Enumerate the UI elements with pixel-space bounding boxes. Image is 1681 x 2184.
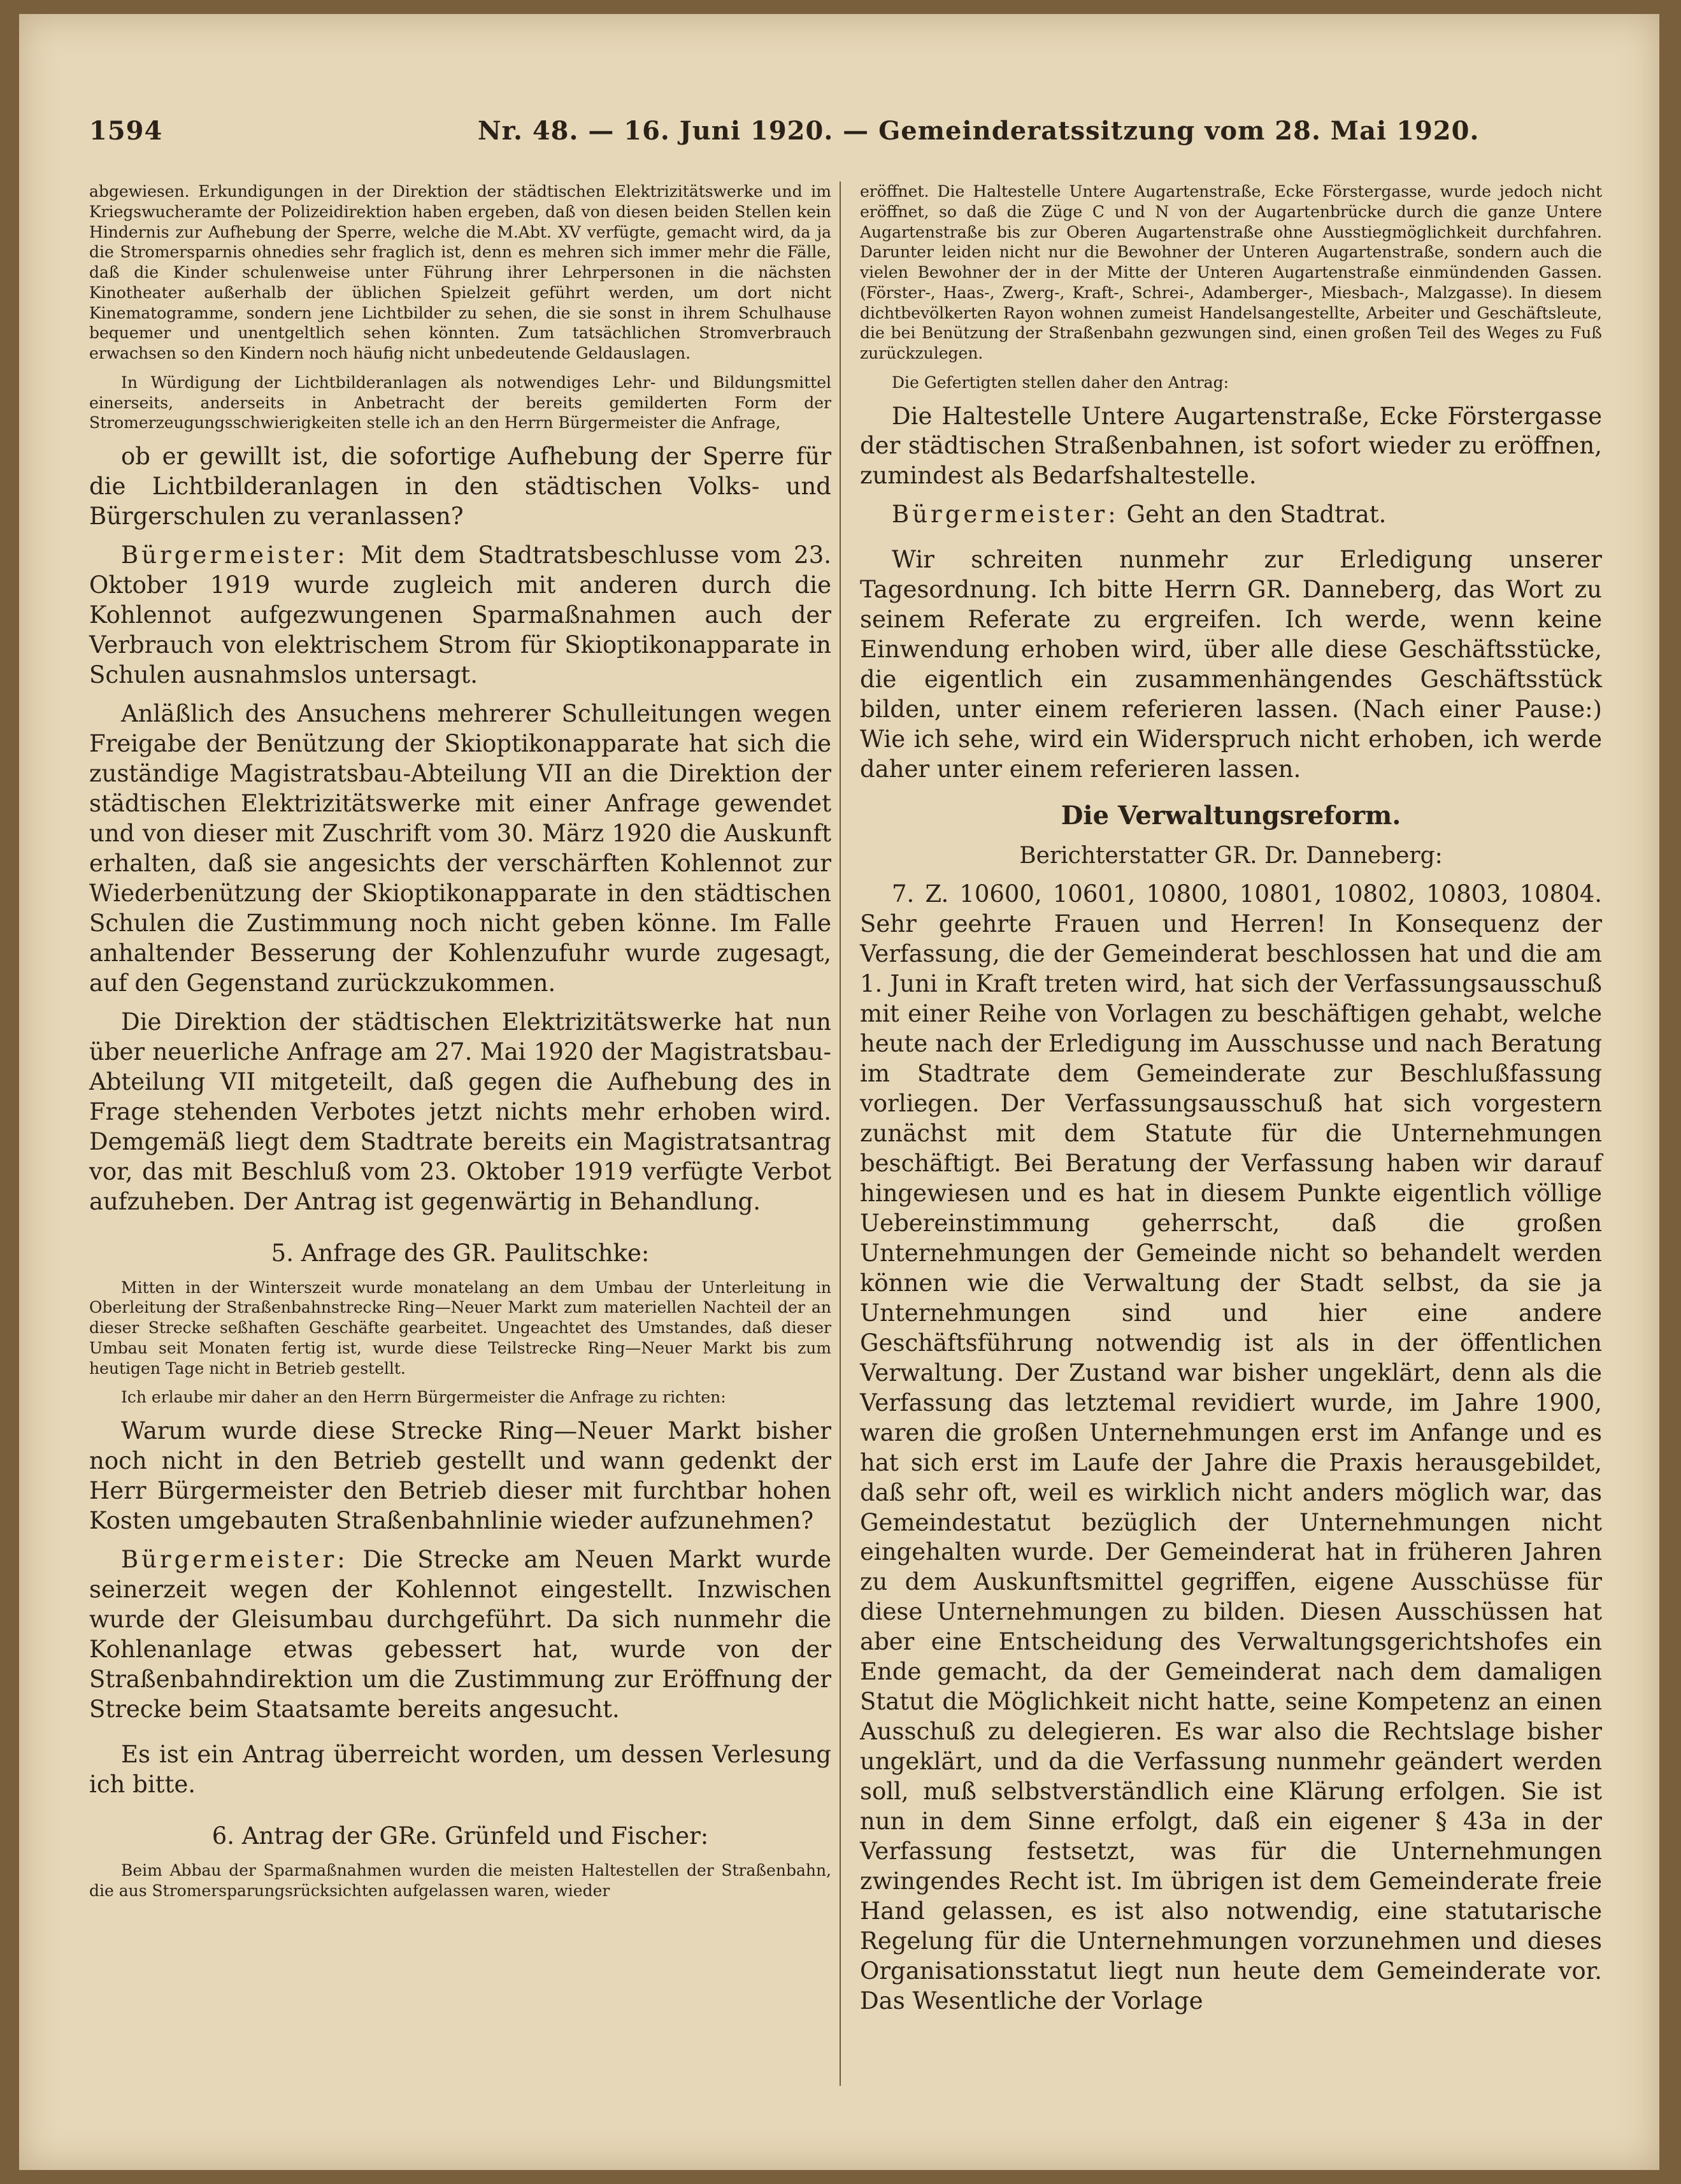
paragraph: 7. Z. 10600, 10601, 10800, 10801, 10802, 10803, 10804. Sehr geehrte Frauen und Herren! In Konsequenz der Verfassung, die der Gemeinderat beschlossen hat und die am 1. Juni in Kraft treten wird, hat sich der Verfassungsausschuß mit einer Reihe von Vorlagen zu beschäftigen gehabt, welche heute nach der Erledigung im Ausschusse und nach Beratung im Stadtrate dem Gemeinderate zur Beschlußfassung vorliegen. Der Verfassungsausschuß hat sich vorgestern zunächst mit dem Statute für die Unternehmungen beschäftigt. Bei Beratung der Verfassung haben wir darauf hingewiesen und es hat in diesem Punkte eigentlich völlige Uebereinstimmung geherrscht, daß die großen Unternehmungen der Gemeinde nicht so behandelt werden können wie die Verwaltung der Stadt selbst, da sie ja Unternehmungen sind und hier eine andere Geschäftsführung notwendig ist als in der öffentlichen Verwaltung. Der Zustand war bisher ungeklärt, denn als die Verfassung das letztemal revidiert wurde, im Jahre 1900, waren die großen Unternehmungen erst im Anfange und es hat sich erst im Laufe der Jahre die Praxis herausgebildet, daß sehr oft, weil es wirklich nicht anders möglich war, das Gemeindestatut bezüglich der Unternehmungen nicht eingehalten wurde. Der Gemeinderat hat in früheren Jahren zu dem Auskunftsmittel gegriffen, eigene Ausschüsse für diese Unternehmungen zu bilden. Diesen Ausschüssen hat aber eine Entscheidung des Verwaltungsgerichtshofes ein Ende gemacht, da der Gemeinderat nach dem damaligen Statut die Möglichkeit nicht hatte, seine Kompetenz an einen Ausschuß zu delegieren. Es war also die Rechtslage bisher ungeklärt, und da die Verfassung nunmehr geändert werden soll, muß selbstverständlich eine Klärung erfolgen. Sie ist nun in dem Sinne erfolgt, daß ein eigener § 43a in der Verfassung festsetzt, was für die Unternehmungen zwingendes Recht ist. Im übrigen ist dem Gemeinderate freie Hand gelassen, es ist also notwendig, eine statutarische Regelung für die Unternehmungen vorzunehmen und dieses Organisationsstatut liegt nun heute dem Gemeinderate vor. Das Wesentliche der Vorlage [860,880,1602,2015]
speaker-label: Bürgermeister: [121,1546,348,1574]
column-divider [840,182,841,2086]
paragraph [89,541,831,690]
paragraph [89,1545,831,1725]
paragraph: Ich erlaube mir daher an den Herrn Bürgermeister die Anfrage zu richten: [121,1388,726,1407]
running-head: Nr. 48. — 16. Juni 1920. — Gemeinderatssitzung vom 28. Mai 1920. [478,116,1480,146]
paragraph: Mitten in der Winterszeit wurde monatelang an dem Umbau der Unterleitung in Oberleitung der Straßenbahnstrecke Ring—Neuer Markt zum materiellen Nachteil der an dieser Strecke seßhaften Geschäfte gearbeitet. Ungeachtet des Umstandes, daß dieser Umbau seit Monaten fertig ist, wurde diese Teilstrecke Ring—Neuer Markt bis zum heutigen Tage nicht in Betrieb gestellt. [89,1278,831,1378]
left-column [89,182,831,1909]
page-header [89,116,1643,154]
right-column [860,182,1602,2025]
speech-text: Mit dem Stadtratsbeschlusse vom 23. Oktober 1919 wurde zugleich mit anderen durch die Kohlennot aufgezwungenen Sparmaßnahmen auch der Verbrauch von elektrischem Strom für Skioptikonapparate in Schulen ausnahmslos untersagt. [89,541,831,689]
paragraph: Die Haltestelle Untere Augartenstraße, Ecke Förstergasse der städtischen Straßenbahnen, ist sofort wieder zu eröffnen, zumindest als Bedarfshaltestelle. [860,402,1602,490]
paragraph: Wir schreiten nunmehr zur Erledigung unserer Tagesordnung. Ich bitte Herrn GR. Danneberg, das Wort zu seinem Referate zu ergreifen. Ich werde, wenn keine Einwendung erhoben wird, über alle diese Geschäftsstücke, die eigentlich ein zusammenhängendes Geschäftsstück bilden, unter einem referieren lassen. (Nach einer Pause:) Wie ich sehe, wird ein Widerspruch nicht erhoben, ich werde daher unter einem referieren lassen. [860,546,1602,783]
speech-text: Geht an den Stadtrat. [1126,501,1387,529]
paragraph: Die Direktion der städtischen Elektrizitätswerke hat nun über neuerliche Anfrage am 27. Mai 1920 der Magistratsbau-Abteilung VII mitgeteilt, daß gegen die Aufhebung des in Frage stehenden Verbotes jetzt nichts mehr erhoben wird. Demgemäß liegt dem Stadtrate bereits ein Magistratsantrag vor, das mit Beschluß vom 23. Oktober 1919 verfügte Verbot aufzuheben. Der Antrag ist gegenwärtig in Behandlung. [89,1008,831,1215]
reporter-line: Berichterstatter GR. Dr. Danneberg: [1019,843,1443,869]
paragraph: Die Gefertigten stellen daher den Antrag: [892,373,1229,392]
section-heading: 6. Antrag der GRe. Grünfeld und Fischer: [211,1822,709,1850]
section-title: Die Verwaltungsreform. [1061,801,1401,831]
paragraph: abgewiesen. Erkundigungen in der Direktion der städtischen Elektrizitätswerke und im Kriegswucheramte der Polizeidirektion haben ergeben, daß von diesen beiden Stellen kein Hindernis zur Aufhebung der Sperre, welche die M.Abt. XV verfügte, gemacht wird, da ja die Stromersparnis ohnedies sehr fraglich ist, denn es mehren sich immer mehr die Fälle, daß die Kinder schulenweise unter Führung ihrer Lehrpersonen in die nächsten Kinotheater außerhalb der üblichen Spielzeit geführt werden, um dort nicht Kinematogramme, sondern jene Lichtbilder zu sehen, die sie sonst in ihrem Schulhause bequemer und unentgeltlich sehen könnten. Zum tatsächlichen Stromverbrauch erwachsen so den Kindern noch häufig nicht unbedeutende Geldauslagen. [89,182,831,362]
speaker-label: Bürgermeister: [121,541,348,569]
paragraph: Warum wurde diese Strecke Ring—Neuer Markt bisher noch nicht in den Betrieb gestellt und wann gedenkt der Herr Bürgermeister den Betrieb dieser mit furchtbar hohen Kosten umgebauten Straßenbahnlinie wieder aufzunehmen? [89,1417,831,1535]
section-heading: 5. Anfrage des GR. Paulitschke: [271,1239,650,1267]
paragraph: ob er gewillt ist, die sofortige Aufhebung der Sperre für die Lichtbilderanlagen in den städtischen Volks- und Bürgerschulen zu veranlassen? [89,443,831,530]
speaker-label: Bürgermeister: [892,501,1119,529]
paragraph [860,500,1602,530]
page-number: 1594 [89,116,163,146]
speech-text: Die Strecke am Neuen Markt wurde seinerzeit wegen der Kohlennot eingestellt. Inzwischen wurde der Gleisumbau durchgeführt. Da sich nunmehr die Kohlenanlage etwas gebessert hat, wurde von der Straßenbahndirektion um die Zustimmung zur Eröffnung der Strecke beim Staatsamte bereits angesucht. [89,1546,832,1723]
paragraph: In Würdigung der Lichtbilderanlagen als notwendiges Lehr- und Bildungsmittel einerseits, anderseits in Anbetracht der bereits gemilderten Form der Stromerzeugungsschwierigkeiten stelle ich an den Herrn Bürgermeister die Anfrage, [89,373,831,432]
paragraph: eröffnet. Die Haltestelle Untere Augartenstraße, Ecke Förstergasse, wurde jedoch nicht eröffnet, so daß die Züge C und N von der Augartenbrücke durch die ganze Untere Augartenstraße bis zur Oberen Augartenstraße ohne Ausstiegmöglichkeit durchfahren. Darunter leiden nicht nur die Bewohner der Unteren Augartenstraße, sondern auch die vielen Bewohner der in der Mitte der Unteren Augartenstraße einmündenden Gassen. (Förster-, Haas-, Zwerg-, Kraft-, Schrei-, Adamberger-, Miesbach-, Malzgasse). In diesem dichtbevölkerten Rayon wohnen zumeist Handelsangestellte, Arbeiter und Geschäftsleute, die bei Benützung der Straßenbahn gezwungen sind, einen großen Teil des Weges zu Fuß zurückzulegen. [860,182,1602,362]
paragraph: Anläßlich des Ansuchens mehrerer Schulleitungen wegen Freigabe der Benützung der Skioptikonapparate hat sich die zuständige Magistratsbau-Abteilung VII an die Direktion der städtischen Elektrizitätswerke mit einer Anfrage gewendet und von dieser mit Zuschrift vom 30. März 1920 die Auskunft erhalten, daß sie angesichts der verschärften Kohlennot zur Wiederbenützung der Skioptikonapparate in den städtischen Schulen die Zustimmung noch nicht geben könne. Im Falle anhaltender Besserung der Kohlenzufuhr wurde zugesagt, auf den Gegenstand zurückzukommen. [89,699,831,997]
paragraph: Beim Abbau der Sparmaßnahmen wurden die meisten Haltestellen der Straßenbahn, die aus Stromersparungsrücksichten aufgelassen waren, wieder [89,1860,831,1900]
paragraph: Es ist ein Antrag überreicht worden, um dessen Verlesung ich bitte. [89,1740,831,1798]
